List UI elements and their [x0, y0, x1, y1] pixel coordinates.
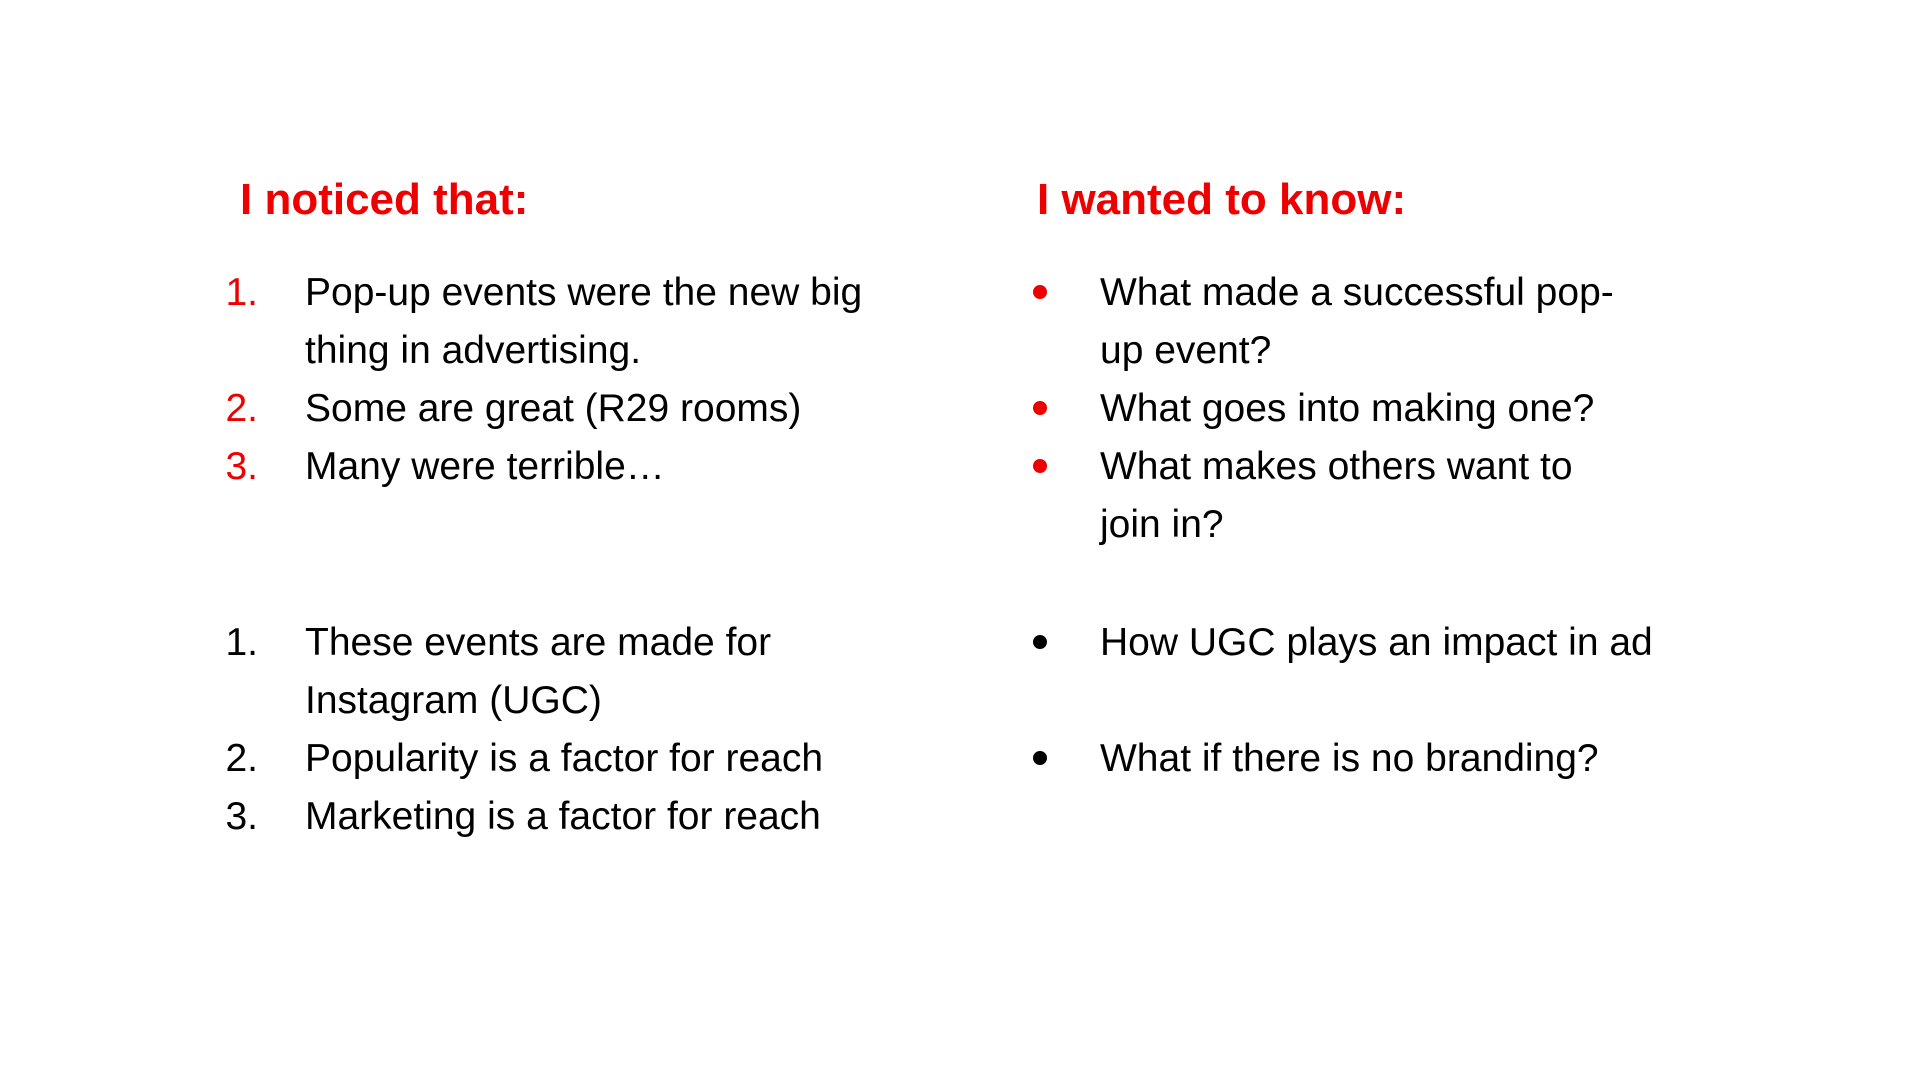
heading-wanted-to-know: I wanted to know:: [1037, 175, 1407, 224]
list-item-text: These events are made for Instagram (UGC): [305, 621, 772, 722]
list-number: 3.: [225, 445, 258, 488]
list-item-text: How UGC plays an impact in ad: [1100, 621, 1653, 664]
list-item: [1020, 614, 1800, 672]
followup-questions-list: [1020, 614, 1800, 788]
list-item: [200, 730, 960, 788]
list-item: [1020, 264, 1800, 380]
list-item-text: Popularity is a factor for reach: [305, 737, 824, 780]
list-item-text: Marketing is a factor for reach: [305, 795, 821, 838]
findings-list: [200, 614, 960, 846]
list-item: [1020, 438, 1800, 554]
list-item-text: What makes others want to join in?: [1100, 445, 1573, 546]
questions-list: [1020, 264, 1800, 554]
list-item: [200, 614, 960, 730]
list-item: [1020, 730, 1800, 788]
list-item-text: What goes into making one?: [1100, 387, 1595, 430]
list-item: [200, 788, 960, 846]
list-item-text: Pop-up events were the new big thing in advertising.: [305, 271, 863, 372]
black-bullet-icon: [1020, 730, 1060, 788]
heading-noticed: I noticed that:: [240, 175, 529, 224]
list-number: 1.: [225, 621, 258, 664]
list-item: [200, 264, 960, 380]
black-bullet-icon: [1020, 614, 1060, 672]
list-item: [200, 438, 960, 496]
list-number: 2.: [225, 737, 258, 780]
list-item-text: Many were terrible…: [305, 445, 665, 488]
list-number: 1.: [225, 271, 258, 314]
red-bullet-icon: [1020, 264, 1060, 322]
list-item-text: What if there is no branding?: [1100, 737, 1599, 780]
list-number: 2.: [225, 387, 258, 430]
list-item-text: Some are great (R29 rooms): [305, 387, 802, 430]
noticed-list: [200, 264, 960, 496]
red-bullet-icon: [1020, 438, 1060, 496]
list-number: 3.: [225, 795, 258, 838]
red-bullet-icon: [1020, 380, 1060, 438]
list-item: [1020, 380, 1800, 438]
list-item-text: What made a successful pop-up event?: [1100, 271, 1614, 372]
list-item: [200, 380, 960, 438]
